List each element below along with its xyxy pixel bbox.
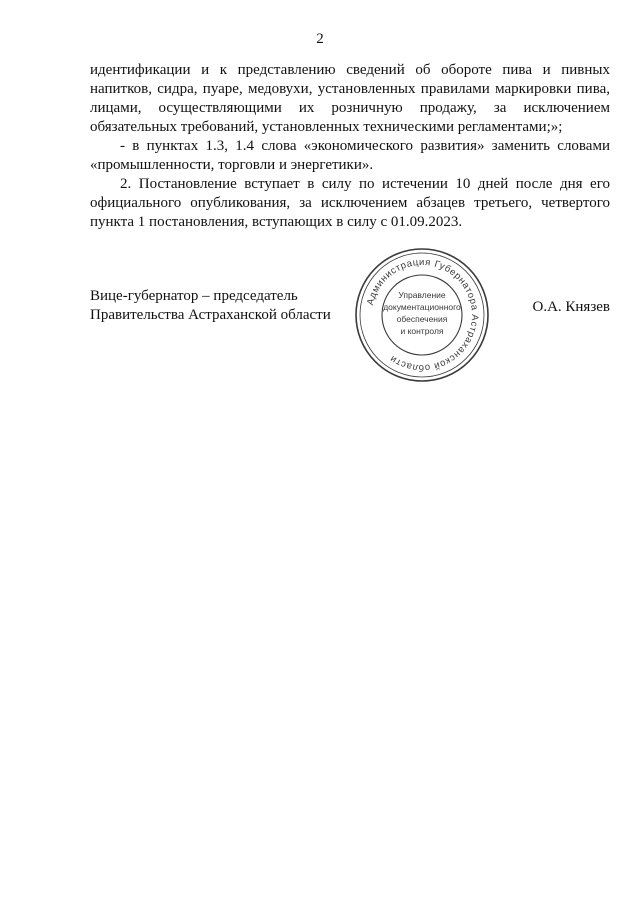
paragraph-continuation: идентификации и к представлению сведений об обороте пива и пивных напитков, сидра, пуаре, медовухи, установленных правилами маркировки пива, лицами, осуществляющими их розничную продажу, за исключением обязательных требований, установленных техническими регламентами;»; [90,62,610,135]
signatory-title-line-1: Вице-губернатор – председатель [90,288,298,304]
page-number: 2 [316,31,324,47]
seal-inner-line-3: обеспечения [396,314,448,324]
paragraph-effective-date: 2. Постановление вступает в силу по истечении 10 дней после дня его официального опубликования, за исключением абзацев третьего, четвертого пункта 1 постановления, вступающих в силу с 01.09.2023. [90,176,610,230]
signatory-title [90,287,331,325]
signatory-title-line-2: Правительства Астраханской области [90,307,331,323]
seal-graphic [352,245,492,385]
paragraph-amendment: - в пунктах 1.3, 1.4 слова «экономического развития» заменить словами «промышленности, торговли и энергетики». [90,138,610,173]
seal-inner-line-4: и контроля [400,326,444,336]
seal-inner-line-1: Управление [398,290,446,300]
seal-outer-text-path: Администрация Губернатора Астраханской области [365,256,481,374]
signatory-name: О.А. Князев [532,299,610,315]
seal-inner-line-2: документационного [383,302,461,312]
document-body [90,61,610,232]
official-seal-stamp [352,245,492,385]
